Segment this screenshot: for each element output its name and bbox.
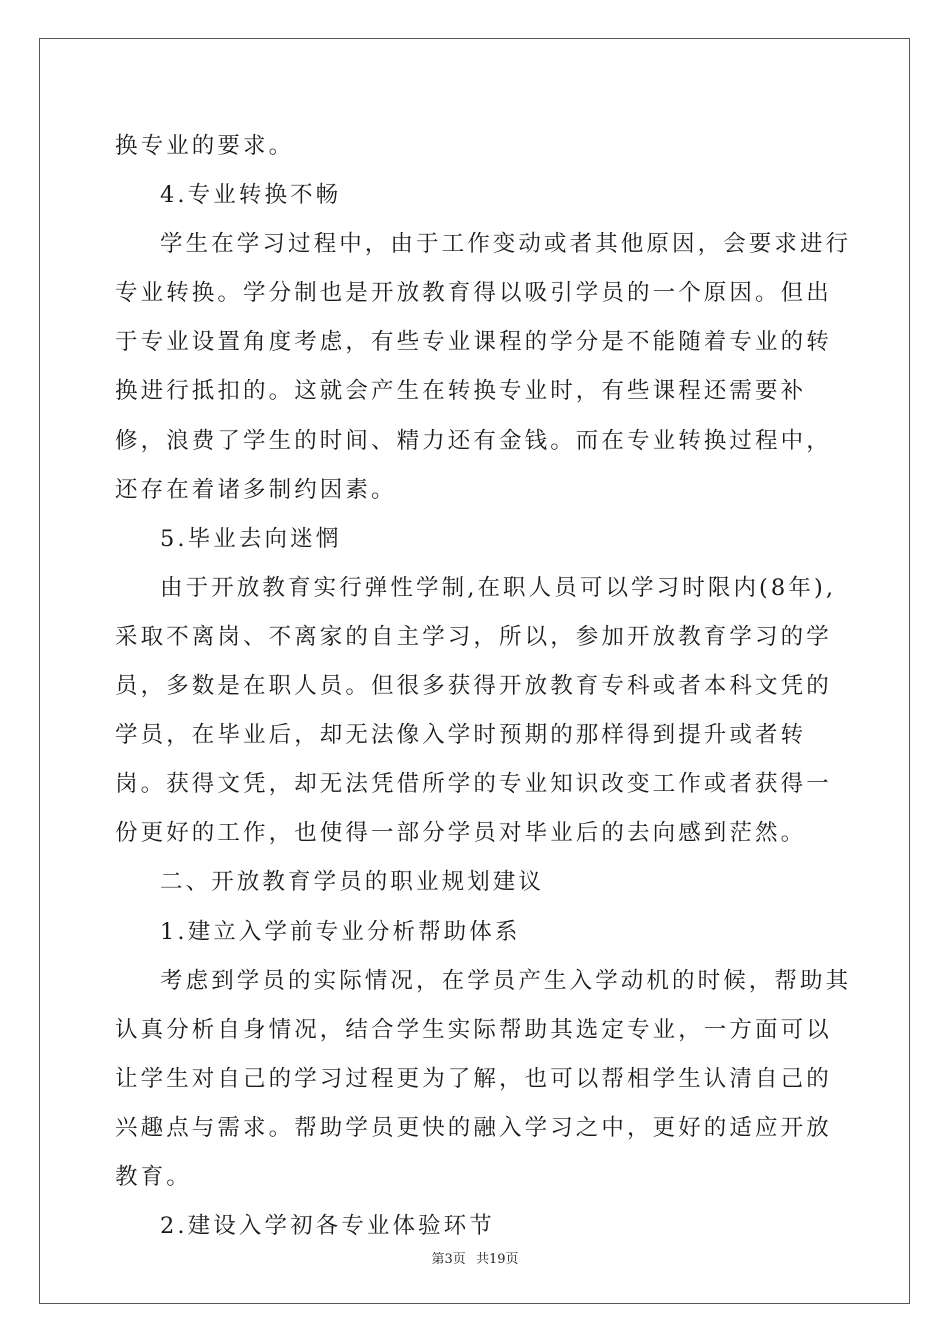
document-body [115, 122, 855, 1251]
heading-5: 5.毕业去向迷惘 [160, 525, 342, 552]
heading-1: 1.建立入学前专业分析帮助体系 [160, 918, 521, 945]
heading-4: 4.专业转换不畅 [160, 182, 342, 209]
paragraph-2: 学生在学习过程中，由于工作变动或者其他原因，会要求进行专业转换。学分制也是开放教育得以吸引学员的一个原因。但出于专业设置角度考虑，有些专业课程的学分是不能随着专业的转换进行抵扣的。这就会产生在转换专业时，有些课程还需要补修，浪费了学生的时间、精力还有金钱。而在专业转换过程中，还存在着诸多制约因素。 [115, 231, 852, 503]
heading-2: 2.建设入学初各专业体验环节 [160, 1213, 495, 1240]
paragraph-3: 由于开放教育实行弹性学制,在职人员可以学习时限内(8年),采取不离岗、不离家的自主学习，所以，参加开放教育学习的学员，多数是在职人员。但很多获得开放教育专科或者本科文凭的学员，在毕业后，却无法像入学时预期的那样得到提升或者转岗。获得文凭，却无法凭借所学的专业知识改变工作或者获得一份更好的工作，也使得一部分学员对毕业后的去向感到茫然。 [115, 574, 837, 847]
total-page-count: 共19页 [475, 1252, 519, 1267]
paragraph-4: 考虑到学员的实际情况，在学员产生入学动机的时候，帮助其认真分析自身情况，结合学生实际帮助其选定专业，一方面可以让学生对自己的学习过程更为了解，也可以帮相学生认清自己的兴趣点与需求。帮助学员更快的融入学习之中，更好的适应开放教育。 [115, 967, 852, 1190]
section-heading-2: 二、开放教育学员的职业规划建议 [160, 869, 545, 896]
current-page-number: 第3页 [431, 1252, 466, 1267]
paragraph-1: 换专业的要求。 [115, 133, 295, 159]
page-footer [0, 1248, 950, 1267]
